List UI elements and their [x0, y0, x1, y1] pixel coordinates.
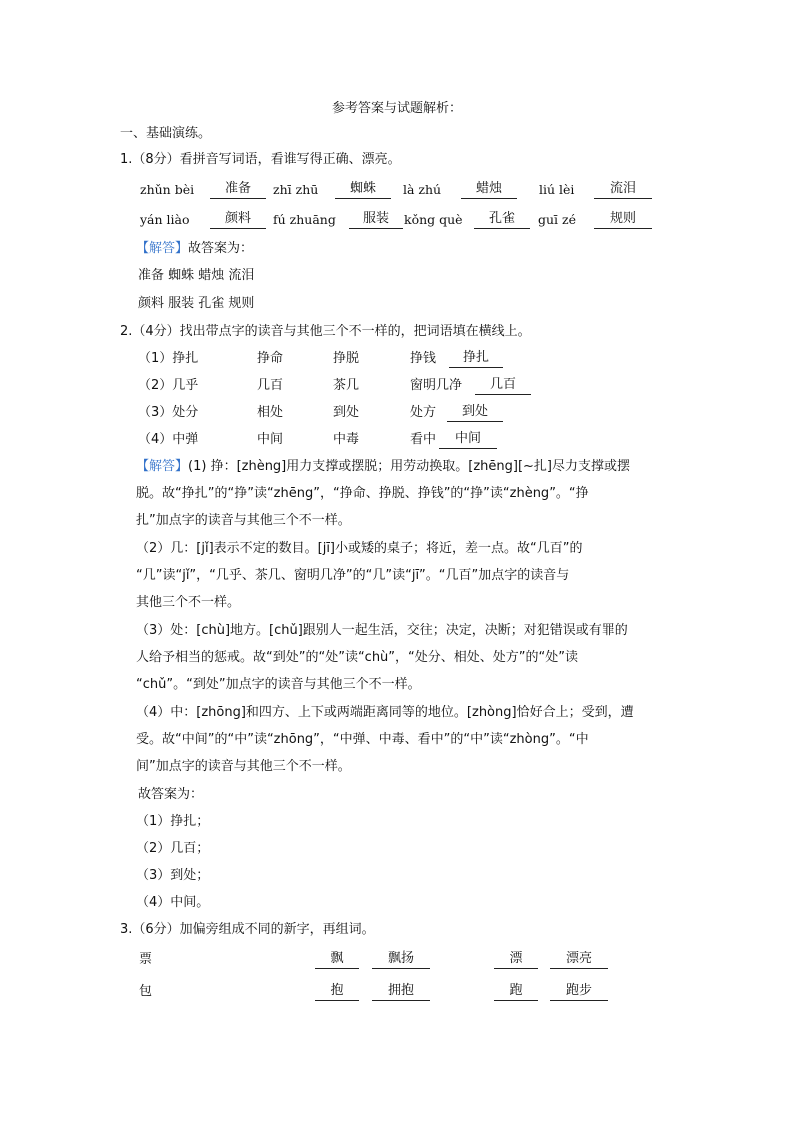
- pinyin: kǒng què: [404, 212, 463, 227]
- word-option: 相处: [257, 405, 284, 420]
- analysis-line: 受。故“中间”的“中”读“zhōng”，“中弹、中毒、看中”的“中”读“zhòng”。“中: [136, 732, 589, 747]
- analysis-line: 间”加点字的读音与其他三个不一样。: [136, 759, 351, 774]
- answer-blank: 蜘蛛: [335, 180, 391, 199]
- analysis-text: (1) 挣：[zhèng]用力支撑或摆脱；用劳动换取。[zhēng][~扎]尽力支撑或摆: [188, 459, 630, 474]
- pinyin: fú zhuāng: [273, 212, 336, 227]
- pinyin: là zhú: [403, 182, 442, 197]
- word-option: 窗明几净: [410, 378, 463, 393]
- answer-blank: 到处: [447, 403, 503, 422]
- analysis-line: “chǔ”。“到处”加点字的读音与其他三个不一样。: [136, 677, 421, 692]
- answer-blank: 抱: [315, 982, 359, 1001]
- page-title: 参考答案与试题解析：: [331, 101, 462, 116]
- answer-block-1: [136, 239, 253, 259]
- pinyin: yán liào: [140, 212, 190, 227]
- answer-blank: 漂: [494, 950, 538, 969]
- summary-lead: 故答案为：: [138, 787, 204, 802]
- answer-blank: 蜡烛: [461, 180, 517, 199]
- word-option: 看中: [410, 432, 437, 447]
- pinyin: zhī zhū: [273, 182, 319, 197]
- base-character: 包: [139, 984, 153, 999]
- pinyin: liú lèi: [539, 182, 575, 197]
- answer-blank: 几百: [475, 376, 531, 395]
- answer-blank: 中间: [439, 430, 497, 449]
- analysis-line: 脱。故“挣扎”的“挣”读“zhēng”，“挣命、挣脱、挣钱”的“挣”读“zhèng”。“挣: [136, 486, 589, 501]
- analysis-line: “几”读“jǐ”，“几乎、茶几、窗明几净”的“几”读“jī”。“几百”加点字的读音与: [136, 568, 570, 583]
- answer-tag: 【解答】: [136, 241, 189, 256]
- section-heading: 一、基础演练。: [120, 126, 212, 141]
- answer-blank: 飘: [315, 950, 359, 969]
- answer-blank: 挣扎: [449, 349, 503, 368]
- question-1-stem: 1.（8分）看拼音写词语，看谁写得正确、漂亮。: [120, 152, 401, 167]
- word-option: 茶几: [333, 378, 360, 393]
- analysis-p1-line1: [136, 457, 630, 477]
- answer-blank: 漂亮: [550, 950, 608, 969]
- answer-blank: 准备: [210, 180, 266, 199]
- word-option: （4）中弹: [138, 432, 199, 447]
- word-option: （3）处分: [138, 405, 199, 420]
- analysis-line: （3）处：[chù]地方。[chǔ]跟别人一起生活，交往；决定，决断；对犯错误或有罪的: [136, 623, 628, 638]
- pinyin: guī zé: [538, 212, 577, 227]
- analysis-line: 人给予相当的惩戒。故“到处”的“处”读“chù”，“处分、相处、处方”的“处”读: [136, 650, 578, 665]
- word-option: 挣脱: [333, 351, 360, 366]
- analysis-line: 其他三个不一样。: [136, 595, 241, 610]
- base-character: 票: [139, 952, 153, 967]
- answer-blank: 跑步: [550, 982, 608, 1001]
- word-option: 到处: [333, 405, 360, 420]
- answer-blank: 流泪: [594, 180, 652, 199]
- summary-item: （4）中间。: [136, 895, 210, 910]
- answer-tag: 【解答】: [136, 459, 189, 474]
- word-option: 几百: [257, 378, 284, 393]
- answer-line: 准备 蜘蛛 蜡烛 流泪: [138, 268, 255, 283]
- answer-blank: 飘扬: [372, 950, 430, 969]
- answer-blank: 拥抱: [372, 982, 430, 1001]
- word-option: （2）几乎: [138, 378, 199, 393]
- answer-blank: 跑: [494, 982, 538, 1001]
- question-3-stem: 3.（6分）加偏旁组成不同的新字，再组词。: [120, 922, 375, 937]
- answer-lead: 故答案为：: [188, 241, 254, 256]
- answer-line: 颜料 服装 孔雀 规则: [138, 296, 255, 311]
- answer-blank: 孔雀: [474, 210, 530, 229]
- word-option: （1）挣扎: [138, 351, 199, 366]
- summary-item: （3）到处；: [136, 868, 210, 883]
- analysis-line: 扎”加点字的读音与其他三个不一样。: [136, 513, 351, 528]
- answer-blank: 颜料: [210, 210, 266, 229]
- word-option: 中毒: [333, 432, 360, 447]
- question-2-stem: 2.（4分）找出带点字的读音与其他三个不一样的，把词语填在横线上。: [120, 324, 531, 339]
- word-option: 处方: [410, 405, 437, 420]
- pinyin: zhǔn bèi: [140, 182, 195, 197]
- word-option: 挣钱: [410, 351, 437, 366]
- word-option: 挣命: [257, 351, 284, 366]
- answer-blank: 规则: [594, 210, 652, 229]
- word-option: 中间: [257, 432, 284, 447]
- analysis-line: （4）中：[zhōng]和四方、上下或两端距离同等的地位。[zhòng]恰好合上；受到，遭: [136, 705, 634, 720]
- summary-item: （2）几百；: [136, 841, 210, 856]
- answer-blank: 服装: [349, 210, 403, 229]
- summary-item: （1）挣扎；: [136, 814, 210, 829]
- analysis-line: （2）几：[jǐ]表示不定的数目。[jī]小或矮的桌子；将近，差一点。故“几百”的: [136, 541, 583, 556]
